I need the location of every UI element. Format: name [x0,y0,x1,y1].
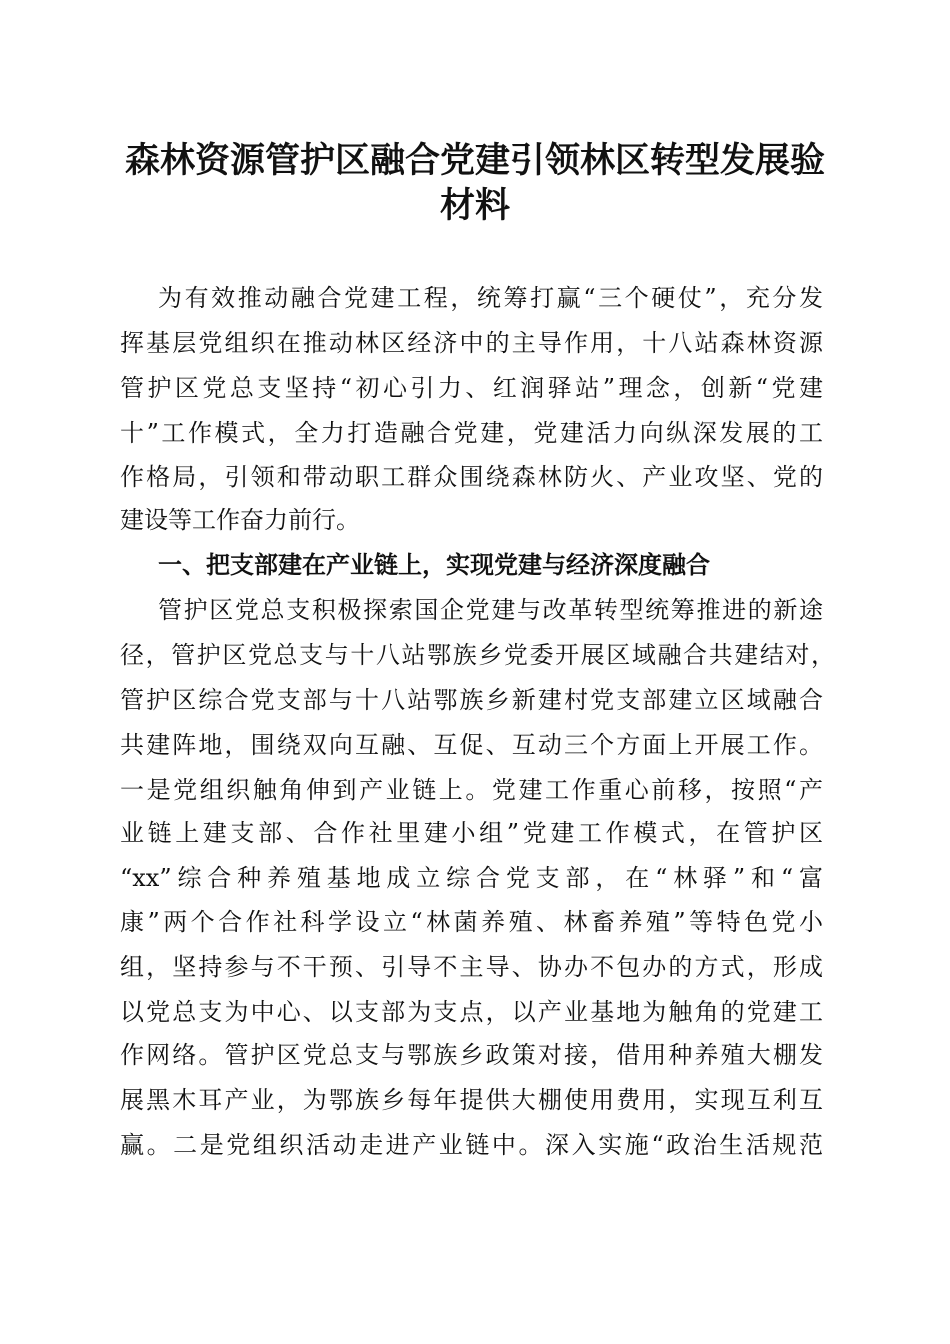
section-heading: 一、把支部建在产业链上，实现党建与经济深度融合 [158,550,710,579]
text-line: 业链上建支部、合作社里建小组”党建工作模式，在管护区 [120,819,823,847]
text-line: 作网络。管护区党总支与鄂族乡政策对接，借用种养殖大棚发 [120,1041,823,1069]
text-line: 建设等工作奋力前行。 [120,506,360,534]
text-line: 以党总支为中心、以支部为支点，以产业基地为触角的党建工 [120,998,823,1026]
text-line: 赢。二是党组织活动走进产业链中。深入实施“政治生活规范 [120,1131,823,1159]
document-title-line-1: 森林资源管护区融合党建引领林区转型发展验 [124,140,825,181]
text-line: 展黑木耳产业，为鄂族乡每年提供大棚使用费用，实现互利互 [120,1086,823,1114]
text-line: 管护区党总支坚持“初心引力、红润驿站”理念，创新“党建 [120,374,823,402]
text-line: 管护区综合党支部与十八站鄂族乡新建村党支部建立区域融合 [120,686,823,714]
text-line: 十”工作模式，全力打造融合党建，党建活力向纵深发展的工 [120,419,823,447]
text-line: “xx”综合种养殖基地成立综合党支部，在“林驿”和“富 [120,864,823,892]
text-line: 径，管护区党总支与十八站鄂族乡党委开展区域融合共建结对， [120,641,835,669]
text-line: 作格局，引领和带动职工群众围绕森林防火、产业攻坚、党的 [120,463,823,491]
text-line: 康”两个合作社科学设立“林菌养殖、林畜养殖”等特色党小 [120,908,823,936]
text-line: 一是党组织触角伸到产业链上。党建工作重心前移，按照“产 [120,776,823,804]
document-title-line-2: 材料 [439,185,510,226]
text-line: 为有效推动融合党建工程，统筹打赢“三个硬仗”，充分发 [158,284,823,312]
text-line: 挥基层党组织在推动林区经济中的主导作用，十八站森林资源 [120,329,823,357]
text-line: 管护区党总支积极探索国企党建与改革转型统筹推进的新途 [158,596,823,624]
text-line: 共建阵地，围绕双向互融、互促、互动三个方面上开展工作。 [120,731,823,759]
text-line: 组，坚持参与不干预、引导不主导、协办不包办的方式，形成 [120,953,823,981]
